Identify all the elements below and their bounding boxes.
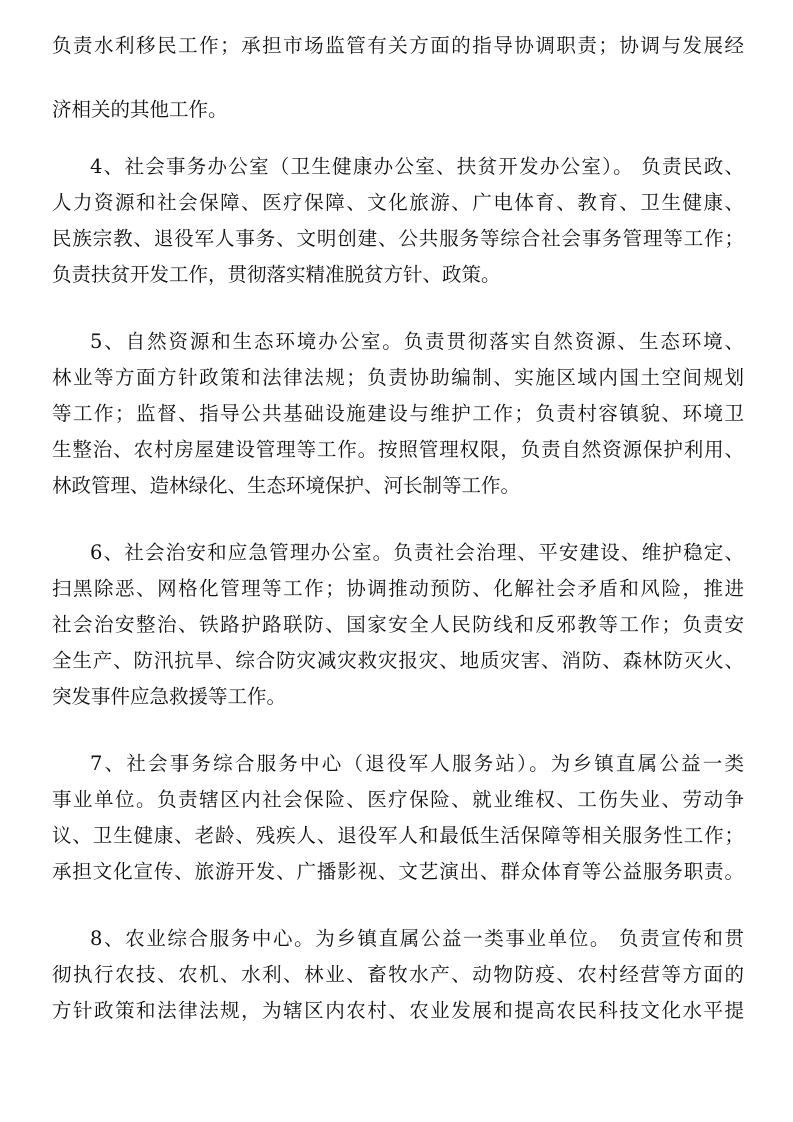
text-line: 5、自然资源和生态环境办公室。负责贯彻落实自然资源、生态环境、 xyxy=(90,330,744,353)
text-line: 济相关的其他工作。 xyxy=(52,98,228,121)
text-line: 方针政策和法律法规，为辖区内农村、农业发展和提高农民科技文化水平提 xyxy=(52,999,744,1022)
text-line: 林业等方面方针政策和法律法规；负责协助编制、实施区域内国土空间规划 xyxy=(52,366,744,389)
text-line: 人力资源和社会保障、医疗保障、文化旅游、广电体育、教育、卫生健康、 xyxy=(52,191,744,214)
text-line: 4、社会事务办公室（卫生健康办公室、扶贫开发办公室）。 负责民政、 xyxy=(90,155,744,178)
text-line: 事业单位。负责辖区内社会保险、医疗保险、就业维权、工伤失业、劳动争 xyxy=(52,788,744,811)
text-line: 林政管理、造林绿化、生态环境保护、河长制等工作。 xyxy=(52,474,521,497)
text-line: 彻执行农技、农机、水利、林业、畜牧水产、动物防疫、农村经营等方面的 xyxy=(52,963,744,986)
text-line: 等工作；监督、指导公共基础设施建设与维护工作；负责村容镇貌、环境卫 xyxy=(52,402,744,425)
text-line: 扫黑除恶、网格化管理等工作；协调推动预防、化解社会矛盾和风险，推进 xyxy=(52,577,744,600)
text-line: 负责扶贫开发工作，贯彻落实精准脱贫方针、政策。 xyxy=(52,263,501,286)
text-line: 8、农业综合服务中心。为乡镇直属公益一类事业单位。 负责宣传和贯 xyxy=(90,927,744,950)
text-line: 议、卫生健康、老龄、残疾人、退役军人和最低生活保障等相关服务性工作； xyxy=(52,824,744,847)
text-line: 突发事件应急救援等工作。 xyxy=(52,685,287,708)
text-line: 全生产、防汛抗旱、综合防灾减灾救灾报灾、地质灾害、消防、森林防灭火、 xyxy=(52,649,744,672)
text-line: 生整治、农村房屋建设管理等工作。按照管理权限，负责自然资源保护利用、 xyxy=(52,438,744,461)
text-line: 7、社会事务综合服务中心（退役军人服务站）。为乡镇直属公益一类 xyxy=(90,752,744,775)
text-line: 社会治安整治、铁路护路联防、国家安全人民防线和反邪教等工作；负责安 xyxy=(52,613,744,636)
text-line: 负责水利移民工作；承担市场监管有关方面的指导协调职责；协调与发展经 xyxy=(52,34,744,57)
text-line: 承担文化宣传、旅游开发、广播影视、文艺演出、群众体育等公益服务职责。 xyxy=(52,860,744,883)
text-line: 6、社会治安和应急管理办公室。负责社会治理、平安建设、维护稳定、 xyxy=(90,541,744,564)
text-line: 民族宗教、退役军人事务、文明创建、公共服务等综合社会事务管理等工作； xyxy=(52,227,744,250)
